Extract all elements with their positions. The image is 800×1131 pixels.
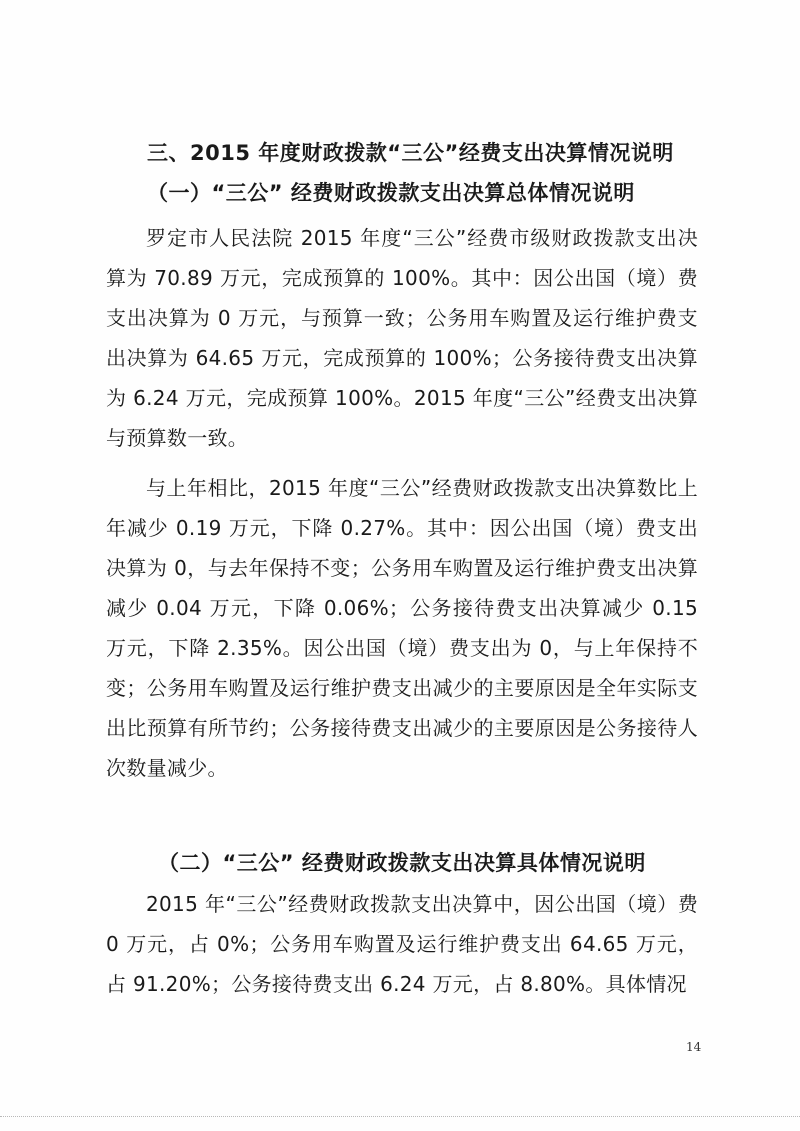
bottom-divider <box>0 1116 800 1117</box>
page-number: 14 <box>686 1040 702 1054</box>
paragraph-year-comparison: 与上年相比，2015 年度“三公”经费财政拨款支出决算数比上年减少 0.19 万元，下降 0.27%。其中：因公出国（境）费支出决算为 0，与去年保持不变；公务用车购置及运行维护费支出决算减少 0.04 万元，下降 0.06%；公务接待费支出决算减少 0.15 万元，下降 2.35%。因公出国（境）费支出为 0，与上年保持不变；公务用车购置及运行维护费支出减少的主要原因是全年实际支出比预算有所节约；公务接待费支出减少的主要原因是公务接待人次数量减少。 <box>106 476 698 780</box>
subsection-title-overall: （一）“三公” 经费财政拨款支出决算总体情况说明 <box>147 181 635 205</box>
subsection-title-details: （二）“三公” 经费财政拨款支出决算具体情况说明 <box>158 851 646 875</box>
paragraph-detail-breakdown: 2015 年“三公”经费财政拨款支出决算中，因公出国（境）费 0 万元，占 0%；公务用车购置及运行维护费支出 64.65 万元，占 91.20%；公务接待费支出 6.24 万元，占 8.80%。具体情况 <box>106 892 698 996</box>
section-title: 三、2015 年度财政拨款“三公”经费支出决算情况说明 <box>147 141 674 165</box>
paragraph-overall-summary: 罗定市人民法院 2015 年度“三公”经费市级财政拨款支出决算为 70.89 万元，完成预算的 100%。其中：因公出国（境）费支出决算为 0 万元，与预算一致；公务用车购置及运行维护费支出决算为 64.65 万元，完成预算的 100%；公务接待费支出决算为 6.24 万元，完成预算 100%。2015 年度“三公”经费支出决算与预算数一致。 <box>106 226 698 450</box>
